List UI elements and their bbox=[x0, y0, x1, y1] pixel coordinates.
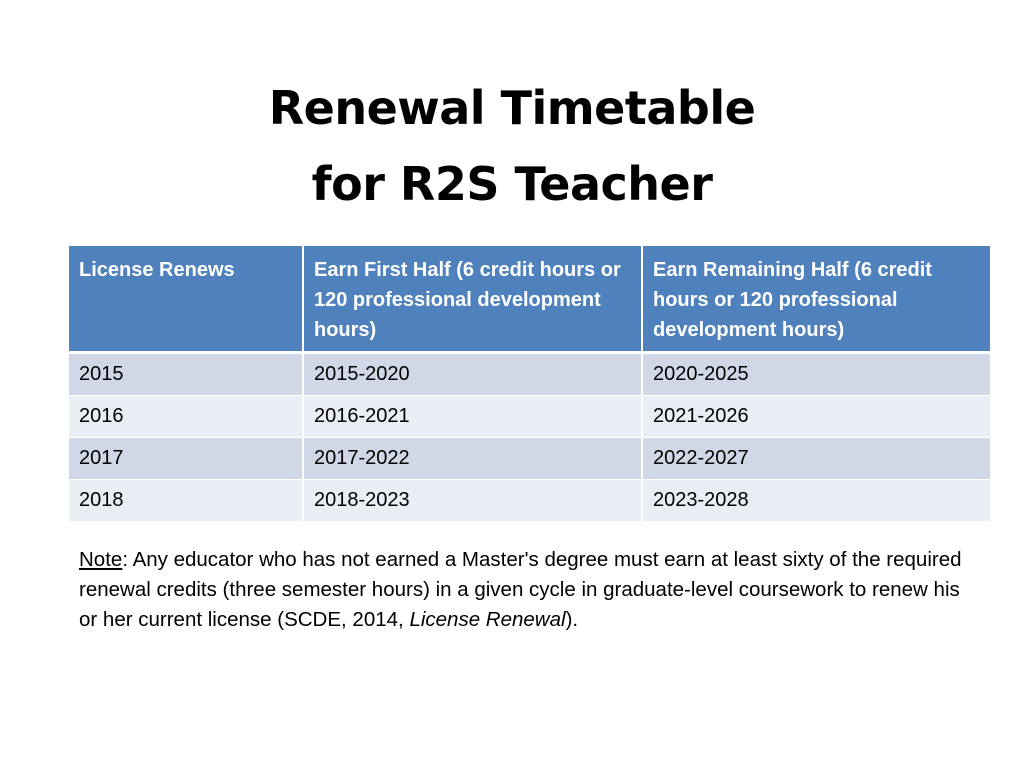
cell-remaining-half: 2021-2026 bbox=[642, 396, 990, 438]
note-text: : Any educator who has not earned a Master's degree must earn at least sixty of the required renewal credits (three semester hours) in a given cycle in graduate-level coursework to renew his or her current license (SCDE, 2014, bbox=[79, 548, 962, 631]
header-license-renews: License Renews bbox=[69, 246, 303, 353]
renewal-timetable bbox=[69, 246, 990, 522]
note-label: Note bbox=[79, 548, 123, 571]
title-line-1: Renewal Timetable bbox=[268, 81, 756, 135]
cell-license-renews: 2018 bbox=[69, 480, 303, 522]
header-earn-remaining-half: Earn Remaining Half (6 credit hours or 120 professional development hours) bbox=[642, 246, 990, 353]
title-line-2: for R2S Teacher bbox=[311, 157, 713, 211]
cell-license-renews: 2017 bbox=[69, 438, 303, 480]
cell-remaining-half: 2022-2027 bbox=[642, 438, 990, 480]
cell-remaining-half: 2020-2025 bbox=[642, 353, 990, 396]
note-closing: ). bbox=[565, 608, 579, 631]
header-earn-first-half: Earn First Half (6 credit hours or 120 professional development hours) bbox=[303, 246, 642, 353]
table-header-row bbox=[69, 246, 990, 353]
note-citation: License Renewal bbox=[409, 608, 566, 631]
cell-first-half: 2018-2023 bbox=[303, 480, 642, 522]
cell-license-renews: 2016 bbox=[69, 396, 303, 438]
table-row bbox=[69, 396, 990, 438]
cell-first-half: 2015-2020 bbox=[303, 353, 642, 396]
table-row bbox=[69, 480, 990, 522]
cell-first-half: 2017-2022 bbox=[303, 438, 642, 480]
note-paragraph bbox=[79, 545, 979, 635]
table-row bbox=[69, 438, 990, 480]
cell-license-renews: 2015 bbox=[69, 353, 303, 396]
table-row bbox=[69, 353, 990, 396]
cell-remaining-half: 2023-2028 bbox=[642, 480, 990, 522]
slide-title bbox=[0, 70, 1024, 222]
cell-first-half: 2016-2021 bbox=[303, 396, 642, 438]
